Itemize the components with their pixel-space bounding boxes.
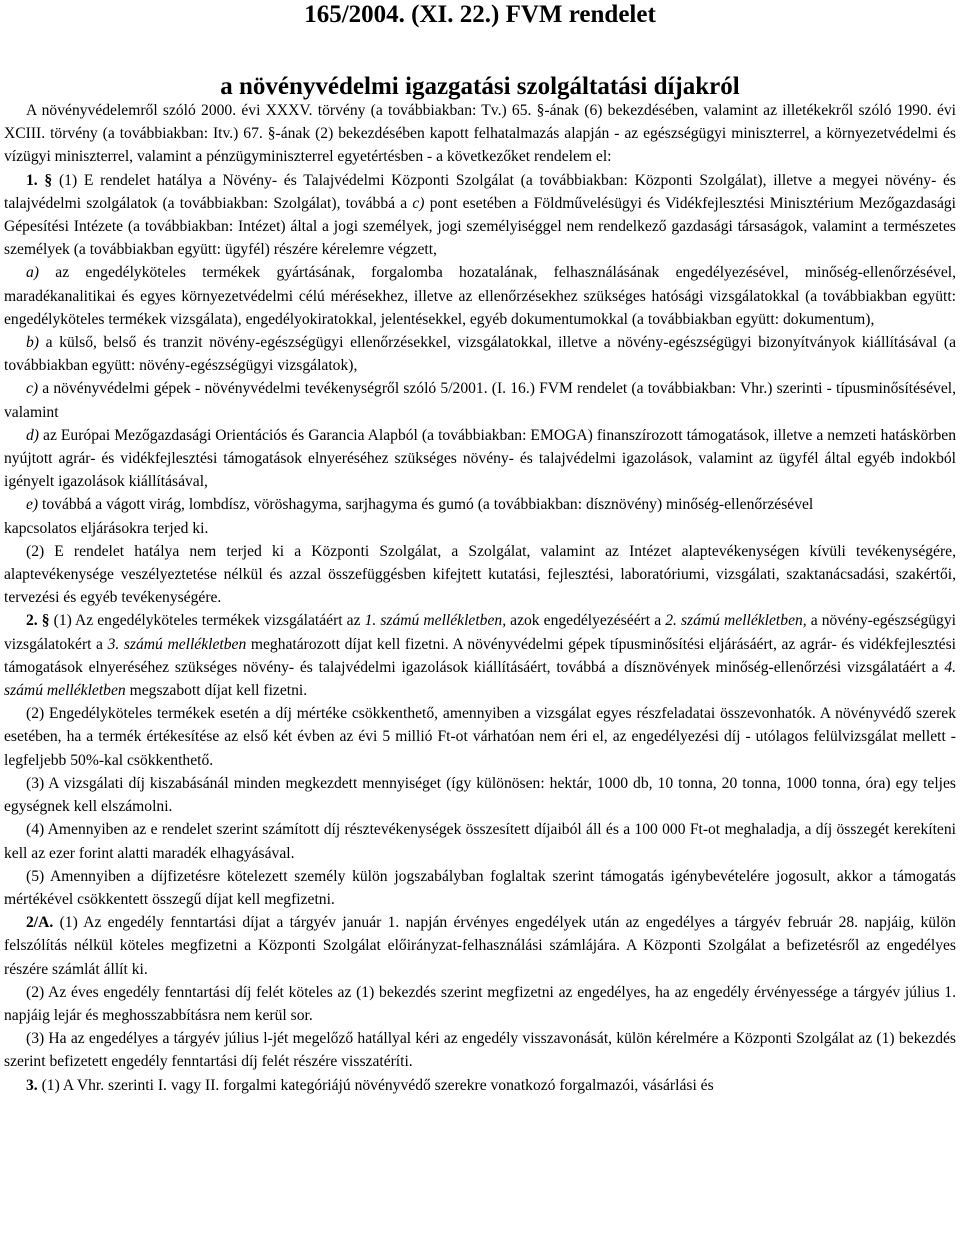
document-title: 165/2004. (XI. 22.) FVM rendelet	[304, 1, 656, 28]
section-3-para-1: 3. (1) A Vhr. szerinti I. vagy II. forgalmi kategóriájú növényvédő szerekre vonatkozó forgalmazói, vásárlási és	[26, 1076, 714, 1094]
section-2-para-5: (5) Amennyiben a díjfizetésre kötelezett személy külön jogszabályban foglaltak szerint támogatás igénybevételére jogosult, akkor a támogatás mértékével csökkentett összegű díjat kell megfizetni.	[4, 867, 956, 908]
section-2a-number: 2/A.	[26, 914, 54, 932]
document-subtitle: a növényvédelmi igazgatási szolgáltatási díjakról	[220, 73, 740, 100]
section-3-number: 3.	[26, 1076, 38, 1094]
document-body	[4, 99, 956, 1097]
section-1-item-d: d) az Európai Mezőgazdasági Orientációs és Garancia Alapból (a továbbiakban: EMOGA) finanszírozott támogatások, illetve a nemzeti hatáskörben nyújtott agrár- és vidékfejlesztési támogatások elnyeréséhez szükséges növény- és talajvédelmi igazolások, valamint az ügyfél által egyéb indokból igényelt igazolások kiállításával,	[4, 426, 956, 491]
section-2-number: 2. §	[26, 612, 50, 630]
preamble: A növényvédelemről szóló 2000. évi XXXV. törvény (a továbbiakban: Tv.) 65. §-ának (6) bekezdésében, valamint az illetékekről szóló 1990. évi XCIII. törvény (a továbbiakban: Itv.) 67. §-ának (2) bekezdésében kapott felhatalmazás alapján - az egészségügyi miniszterrel, a környezetvédelmi és vízügyi miniszterrel, valamint a pénzügyminiszterrel egyetértésben - a következőket rendelem el:	[4, 102, 956, 166]
section-1-number: 1. §	[26, 171, 53, 189]
section-1-item-b: b) a külső, belső és tranzit növény-egészségügyi ellenőrzésekkel, vizsgálatokkal, illetve a növény-egészségügyi bizonyítványok kiállításával (a továbbiakban együtt: növény-egészségügyi vizsgálatok),	[4, 334, 956, 375]
section-1-item-a: a) az engedélyköteles termékek gyártásának, forgalomba hozatalának, felhasználásának engedélyezésével, minőség-ellenőrzésével, maradékanalitikai és egyes környezetvédelmi célú mérésekhez, illetve az ellenőrzésekhez szükséges hatósági vizsgálatokkal (a továbbiakban együtt: engedélyköteles termékek vizsgálata), engedélyokiratokkal, jelentésekkel, egyéb dokumentumokkal (a továbbiakban együtt: dokumentum),	[4, 264, 956, 328]
section-2-para-1: 2. § (1) Az engedélyköteles termékek vizsgálatáért az 1. számú mellékletben, azok engedélyezéséért a 2. számú mellékletben, a növény-egészségügyi vizsgálatokért a 3. számú mellékletben meghatározott díjat kell fizetni. A növényvédelmi gépek típusminősítési eljárásáért, az agrár- és vidékfejlesztési támogatások elnyeréséhez szükséges növény- és talajvédelmi igazolások kiállításáért, továbbá a dísznövények minőség-ellenőrzési vizsgálatáért a 4. számú mellékletben megszabott díjat kell fizetni.	[4, 612, 957, 700]
section-1-item-c: c) a növényvédelmi gépek - növényvédelmi tevékenységről szóló 5/2001. (I. 16.) FVM rendelet (a továbbiakban: Vhr.) szerinti - típusminősítésével, valamint	[4, 380, 956, 421]
section-1-para-2: (2) E rendelet hatálya nem terjed ki a Központi Szolgálat, a Szolgálat, valamint az Intézet alaptevékenységen kívüli tevékenységére, alaptevékenysége veszélyeztetése nélkül és azzal összefüggésben kifejtett kutatási, fejlesztési, laboratóriumi, vizsgálati, szaktanácsadási, szakértői, tervezési és egyéb tevékenységére.	[4, 542, 956, 607]
section-2-para-4: (4) Amennyiben az e rendelet szerint számított díj résztevékenységek összesített díjaiból áll és a 100 000 Ft-ot meghaladja, a díj összegét kerekíteni kell az ezer forint alatti maradék elhagyásával.	[4, 821, 956, 862]
section-2-para-2: (2) Engedélyköteles termékek esetén a díj mértéke csökkenthető, amennyiben a vizsgálat egyes részfeladatai összevonhatók. A növényvédő szerek esetében, ha a termék értékesítése az első két évben az évi 5 millió Ft-ot várhatóan nem éri el, az engedélyezési díj - utólagos felülvizsgálat mellett - legfeljebb 50%-kal csökkenthető.	[4, 705, 956, 769]
section-1-para-1: 1. § (1) E rendelet hatálya a Növény- és Talajvédelmi Központi Szolgálat (a továbbiakban: Központi Szolgálat), illetve a megyei növény- és talajvédelmi szolgálatok (a továbbiakban: Szolgálat), továbbá a c) pont esetében a Földművelésügyi és Vidékfejlesztési Minisztérium Mezőgazdasági Gépesítési Intézete (a továbbiakban: Intézet) által a jogi személyek, jogi személyiséggel nem rendelkező gazdasági társaságok, valamint a természetes személyek (a továbbiakban együtt: ügyfél) részére kérelemre végzett,	[4, 171, 957, 259]
section-1-closing: kapcsolatos eljárásokra terjed ki.	[4, 519, 209, 537]
section-2-para-3: (3) A vizsgálati díj kiszabásánál minden megkezdett mennyiséget (így különösen: hektár, 1000 db, 10 tonna, 20 tonna, 1000 tonna, óra) egy teljes egységnek kell elszámolni.	[4, 774, 956, 816]
section-2a-para-1: 2/A. (1) Az engedély fenntartási díjat a tárgyév január 1. napján érvényes engedélyek után az engedélyes a tárgyév február 28. napjáig, külön felszólítás nélkül köteles megfizetni a Központi Szolgálat előirányzat-felhasználási számlájára. A Központi Szolgálat a befizetésről az engedélyes részére számlát állít ki.	[4, 914, 956, 978]
section-2a-para-3: (3) Ha az engedélyes a tárgyév július l-jét megelőző hatállyal kéri az engedély visszavonását, külön kérelmére a Központi Szolgálat az (1) bekezdés szerint befizetett engedély fenntartási díj felét részére visszatéríti.	[4, 1030, 956, 1071]
section-1-item-e: e) továbbá a vágott virág, lombdísz, vöröshagyma, sarjhagyma és gumó (a továbbiakban: dísznövény) minőség-ellenőrzésével	[26, 496, 814, 514]
section-2a-para-2: (2) Az éves engedély fenntartási díj felét köteles az (1) bekezdés szerint megfizetni az engedélyes, ha az engedély érvényessége a tárgyév július 1. napjáig lejár és meghosszabbításra nem kerül sor.	[4, 983, 956, 1024]
